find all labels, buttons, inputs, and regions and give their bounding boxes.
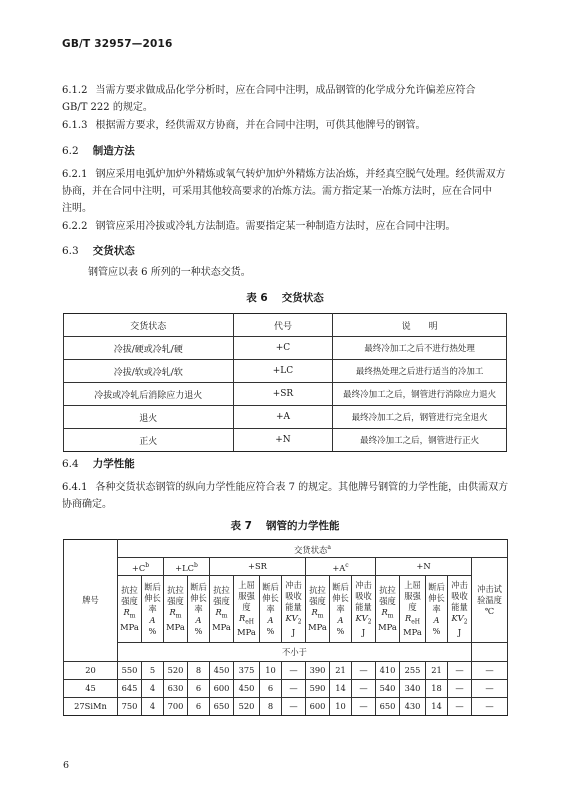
section-number: 6.4 — [62, 458, 79, 470]
paragraph-6-1-3 — [62, 117, 425, 134]
section-heading-6-2 — [62, 143, 135, 158]
cell-value: — — [472, 698, 508, 716]
header-impact-energy: 冲击 吸收 能量 $KV_2$ J — [352, 576, 376, 643]
section-title: 制造方法 — [92, 145, 135, 157]
cell-value: 430 — [400, 698, 426, 716]
mechanical-properties-table — [63, 539, 508, 716]
header-upper-yield: 上屈 服强 度 $R_{eH}$ MPa — [400, 576, 426, 643]
paragraph-6-4-1-line2 — [62, 496, 112, 513]
table-row — [64, 406, 507, 429]
cell-state: 退火 — [64, 406, 234, 429]
paragraph-6-2-2 — [62, 218, 455, 235]
cell-code: +LC — [233, 360, 333, 383]
standard-code: GB/T 32957—2016 — [62, 38, 173, 50]
cell-value: 390 — [306, 662, 330, 680]
cell-state: 冷拔/硬或冷轧/硬 — [64, 337, 234, 360]
header-delivery-state: 交货状态 — [64, 314, 234, 337]
header-elongation: 断后 伸长 率 A % — [188, 576, 210, 643]
header-description: 说 明 — [333, 314, 507, 337]
cell-value: 520 — [164, 662, 188, 680]
paragraph-text: 当需方要求做成品化学分析时，应在合同中注明，成品钢管的化学成分允许偏差应符合 — [95, 85, 476, 96]
paragraph-text: 各种交货状态钢管的纵向力学性能应符合表 7 的规定。其他牌号钢管的力学性能，由供需双方 — [95, 482, 509, 493]
paragraph-text: 根据需方要求，经供需双方协商，并在合同中注明，可供其他牌号的钢管。 — [95, 120, 426, 131]
section-number: 6.3 — [62, 245, 79, 257]
table-number: 表 6 — [246, 292, 268, 304]
cell-value: — — [472, 680, 508, 698]
table-row — [64, 429, 507, 452]
cell-code: +SR — [233, 383, 333, 406]
cell-value: 750 — [118, 698, 142, 716]
table-number: 表 7 — [230, 520, 252, 532]
paragraph-text: GB/T 222 的规定。 — [62, 102, 153, 113]
cell-value: 21 — [330, 662, 352, 680]
cell-value: 450 — [234, 680, 260, 698]
cell-value: 700 — [164, 698, 188, 716]
table-title: 交货状态 — [281, 292, 324, 304]
paragraph-text: 协商，并在合同中注明，可采用其他较高要求的冶炼方法。需方指定某一冶炼方法时，应在合同中 — [62, 186, 492, 197]
cell-value: 645 — [118, 680, 142, 698]
cell-value: 21 — [426, 662, 448, 680]
header-delivery-state: 交货状态$^a$ — [118, 540, 508, 558]
cell-description: 最终冷加工之后，钢管进行完全退火 — [333, 406, 507, 429]
cell-value: — — [282, 698, 306, 716]
cell-value: 520 — [234, 698, 260, 716]
delivery-state-table — [63, 313, 507, 452]
paragraph-number: 6.2.1 — [62, 169, 88, 180]
cell-value: 550 — [118, 662, 142, 680]
table-row — [64, 360, 507, 383]
table-row — [64, 698, 508, 716]
section-heading-6-4 — [62, 456, 135, 471]
cell-value: 600 — [306, 698, 330, 716]
paragraph-text: 注明。 — [62, 203, 92, 214]
page-number: 6 — [63, 760, 70, 771]
cell-value: 8 — [188, 662, 210, 680]
table-row — [64, 383, 507, 406]
header-test-temperature: 冲击试 验温度 ℃ — [472, 558, 508, 643]
paragraph-6-2-1-line3 — [62, 200, 92, 217]
paragraph-number: 6.2.2 — [62, 221, 88, 232]
cell-grade: 20 — [64, 662, 118, 680]
cell-value: 650 — [376, 698, 400, 716]
paragraph-text: 钢应采用电弧炉加炉外精炼或氧气转炉加炉外精炼方法冶炼，并经真空脱气处理。经供需双方 — [95, 169, 506, 180]
header-group-a: $+A^c$ — [306, 558, 376, 576]
cell-value: 10 — [330, 698, 352, 716]
cell-value: 650 — [210, 698, 234, 716]
cell-value: — — [352, 680, 376, 698]
header-elongation: 断后 伸长 率 A % — [142, 576, 164, 643]
cell-state: 冷拔或冷轧后消除应力退火 — [64, 383, 234, 406]
cell-value: — — [472, 662, 508, 680]
cell-code: +C — [233, 337, 333, 360]
cell-value: 375 — [234, 662, 260, 680]
header-group-lc: $+LC^b$ — [164, 558, 210, 576]
paragraph-6-2-1-line2 — [62, 183, 492, 200]
cell-value: 8 — [260, 698, 282, 716]
table-row — [64, 662, 508, 680]
cell-value: — — [448, 698, 472, 716]
table-6-caption — [63, 290, 507, 305]
table-title: 钢管的力学性能 — [265, 520, 340, 532]
cell-value: 14 — [330, 680, 352, 698]
table-row — [64, 680, 508, 698]
paragraph-6-2-1 — [62, 166, 505, 183]
header-elongation: 断后 伸长 率 A % — [426, 576, 448, 643]
cell-value: 5 — [142, 662, 164, 680]
header-code: 代号 — [233, 314, 333, 337]
cell-value: 410 — [376, 662, 400, 680]
cell-description: 最终冷加工之后，钢管进行正火 — [333, 429, 507, 452]
cell-value: 600 — [210, 680, 234, 698]
section-title: 力学性能 — [92, 458, 135, 470]
section-number: 6.2 — [62, 145, 79, 157]
cell-code: +N — [233, 429, 333, 452]
header-group-sr: +SR — [210, 558, 306, 576]
cell-description: 最终冷加工之后不进行热处理 — [333, 337, 507, 360]
paragraph-6-1-2-cont — [62, 99, 153, 116]
header-tensile: 抗拉 强度 $R_m$ MPa — [306, 576, 330, 643]
header-empty-cell — [472, 643, 508, 662]
paragraph-6-4-1 — [62, 479, 508, 496]
cell-description: 最终冷加工之后，钢管进行消除应力退火 — [333, 383, 507, 406]
header-grade: 牌号 — [64, 540, 118, 662]
header-tensile: 抗拉 强度 $R_m$ MPa — [164, 576, 188, 643]
header-tensile: 抗拉 强度 $R_m$ MPa — [376, 576, 400, 643]
cell-value: 450 — [210, 662, 234, 680]
cell-value: 6 — [260, 680, 282, 698]
header-group-n: +N — [376, 558, 472, 576]
cell-value: — — [352, 698, 376, 716]
cell-value: 10 — [260, 662, 282, 680]
cell-value: — — [448, 662, 472, 680]
paragraph-6-1-2 — [62, 82, 475, 99]
paragraph-text: 钢管应采用冷拔或冷轧方法制造。需要指定某一种制造方法时，应在合同中注明。 — [95, 221, 456, 232]
cell-value: 4 — [142, 698, 164, 716]
cell-value: 18 — [426, 680, 448, 698]
header-impact-energy: 冲击 吸收 能量 $KV_2$ J — [448, 576, 472, 643]
cell-value: — — [282, 662, 306, 680]
cell-value: 590 — [306, 680, 330, 698]
cell-value: 4 — [142, 680, 164, 698]
cell-value: 540 — [376, 680, 400, 698]
cell-value: 255 — [400, 662, 426, 680]
cell-code: +A — [233, 406, 333, 429]
header-tensile: 抗拉 强度 $R_m$ MPa — [210, 576, 234, 643]
header-elongation: 断后 伸长 率 A % — [260, 576, 282, 643]
header-elongation: 断后 伸长 率 A % — [330, 576, 352, 643]
paragraph-6-3-intro: 钢管应以表 6 所列的一种状态交货。 — [88, 267, 251, 278]
section-heading-6-3 — [62, 243, 135, 258]
paragraph-text: 协商确定。 — [62, 499, 112, 510]
cell-value: 6 — [188, 680, 210, 698]
cell-grade: 27SiMn — [64, 698, 118, 716]
table-header-row — [64, 314, 507, 337]
cell-description: 最终热处理之后进行适当的冷加工 — [333, 360, 507, 383]
header-tensile: 抗拉 强度 $R_m$ MPa — [118, 576, 142, 643]
paragraph-number: 6.4.1 — [62, 482, 88, 493]
cell-value: 630 — [164, 680, 188, 698]
cell-state: 冷拔/软或冷轧/软 — [64, 360, 234, 383]
paragraph-number: 6.1.3 — [62, 120, 88, 131]
header-impact-energy: 冲击 吸收 能量 $KV_2$ J — [282, 576, 306, 643]
header-group-c: $+C^b$ — [118, 558, 164, 576]
table-row — [64, 337, 507, 360]
cell-value: 14 — [426, 698, 448, 716]
cell-value: 6 — [188, 698, 210, 716]
cell-grade: 45 — [64, 680, 118, 698]
cell-value: — — [352, 662, 376, 680]
cell-state: 正火 — [64, 429, 234, 452]
cell-value: — — [448, 680, 472, 698]
cell-value: — — [282, 680, 306, 698]
paragraph-number: 6.1.2 — [62, 85, 88, 96]
cell-value: 340 — [400, 680, 426, 698]
header-minimum-note: 不小于 — [118, 643, 472, 662]
section-title: 交货状态 — [92, 245, 135, 257]
table-7-caption — [63, 518, 507, 533]
header-upper-yield: 上屈 服强 度 $R_{eH}$ MPa — [234, 576, 260, 643]
